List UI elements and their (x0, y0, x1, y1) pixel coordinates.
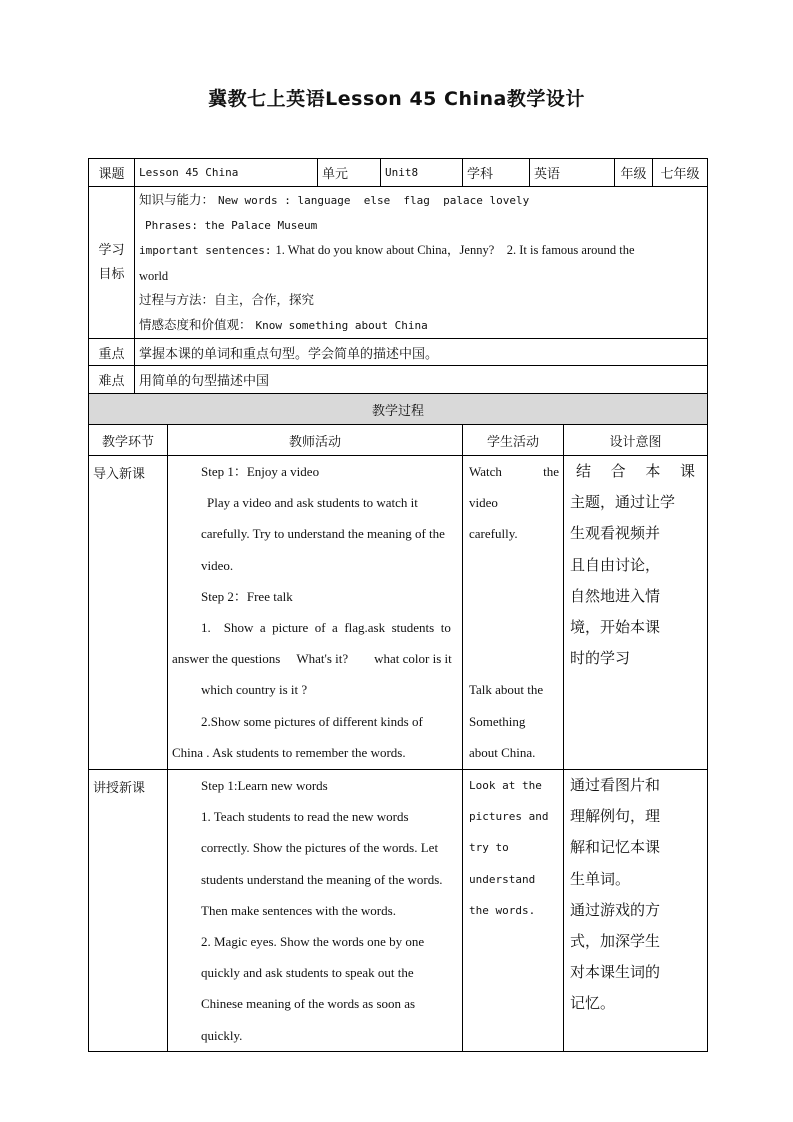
emotion-prefix: 情感态度和价值观： (139, 316, 252, 332)
student-line: pictures and (469, 810, 549, 824)
student-line (469, 456, 559, 487)
student-line: carefully. (469, 526, 518, 542)
emotion-text: Know something about China (255, 318, 428, 332)
intent-line (570, 456, 701, 487)
student-line: the words. (469, 903, 536, 917)
student-line: try to (469, 841, 509, 855)
teacher-activity-new (168, 770, 463, 1052)
stage-name-intro (89, 456, 168, 770)
course-value: Lesson 45 China (135, 159, 318, 187)
intent-line: 解和记忆本课 (570, 838, 661, 857)
teacher-line: 1. Show a picture of a flag.ask students to (201, 620, 451, 636)
teacher-line: answer the questions What's it? what color is it (172, 651, 452, 667)
subject-value: 英语 (530, 159, 615, 187)
intent-line: 自然地进入情 (570, 586, 661, 605)
intent-line: 通过看图片和 (570, 776, 661, 794)
objectives-label (89, 187, 135, 339)
stage-row-intro (89, 456, 708, 770)
key-points-row (89, 339, 708, 366)
intent-line: 对本课生词的 (570, 963, 661, 982)
column-header-row (89, 425, 708, 456)
teacher-line: correctly. Show the pictures of the words. Let (201, 840, 439, 856)
student-activity-new (463, 770, 564, 1052)
intent-char: 本 (645, 462, 661, 480)
teacher-line: 2. Magic eyes. Show the words one by one (201, 934, 425, 950)
col-intent: 设计意图 (564, 425, 708, 456)
course-label: 课题 (89, 159, 135, 187)
key-points-text: 掌握本课的单词和重点句型。学会简单的描述中国。 (135, 339, 708, 366)
teacher-line: Step 2：Free talk (201, 588, 293, 604)
intent-line: 境，开始本课 (570, 618, 661, 637)
teacher-line: quickly. (201, 1027, 243, 1043)
student-word: Watch (469, 464, 502, 479)
knowledge-prefix: 知识与能力： (139, 192, 215, 207)
objectives-row (89, 187, 708, 339)
student-line: Something (469, 713, 526, 729)
intent-line: 生单词。 (570, 869, 631, 888)
teacher-activity-intro (168, 456, 463, 770)
grade-label: 年级 (615, 159, 653, 187)
teacher-line: 2.Show some pictures of different kinds of (201, 713, 423, 729)
grade-value: 七年级 (653, 159, 708, 187)
header-row (89, 159, 708, 187)
student-line: Look at the (469, 779, 542, 792)
stage2-name: 讲授新课 (93, 781, 146, 796)
intent-line: 式，加深学生 (570, 932, 661, 951)
student-line: understand (469, 872, 536, 886)
teacher-line: which country is it ? (201, 682, 308, 698)
intent-line: 生观看视频并 (570, 524, 661, 543)
student-activity-intro (463, 456, 564, 770)
design-intent-intro (564, 456, 708, 770)
process-method: 过程与方法：自主，合作，探究 (139, 292, 315, 307)
col-student: 学生活动 (463, 425, 564, 456)
difficulties-text: 用简单的句型描述中国 (135, 366, 708, 394)
key-points-label: 重点 (89, 339, 135, 366)
difficulties-row (89, 366, 708, 394)
teacher-line: video. (201, 557, 234, 573)
subject-label: 学科 (463, 159, 530, 187)
teacher-line: China . Ask students to remember the words. (172, 744, 406, 760)
unit-label: 单元 (318, 159, 381, 187)
intent-char: 结 (576, 462, 592, 480)
teacher-line: 1. Teach students to read the new words (201, 809, 409, 825)
knowledge-words: New words : language else flag palace lovely (218, 194, 530, 207)
intent-char: 合 (610, 462, 626, 480)
stage1-name: 导入新课 (93, 467, 146, 482)
student-word: the (543, 464, 560, 479)
difficulties-label: 难点 (89, 366, 135, 394)
intent-line: 且自由讨论， (570, 555, 661, 574)
lesson-plan-table (88, 158, 708, 1052)
teacher-line: quickly and ask students to speak out the (201, 965, 414, 981)
sentences-text: 1. What do you know about China，Jenny? 2. It is famous around the (275, 243, 635, 257)
teacher-line: students understand the meaning of the words. (201, 871, 443, 887)
intent-line: 理解例句，理 (570, 807, 661, 826)
teacher-line: Step 1：Enjoy a video (201, 464, 320, 479)
unit-value: Unit8 (381, 159, 463, 187)
intent-line: 时的学习 (570, 649, 631, 668)
student-line: video (469, 495, 498, 511)
teacher-line: Play a video and ask students to watch it (207, 495, 418, 511)
intent-char: 课 (679, 462, 695, 480)
intent-line: 通过游戏的方 (570, 900, 661, 919)
document-title: 冀教七上英语Lesson 45 China教学设计 (208, 88, 585, 110)
teacher-line: carefully. Try to understand the meaning of the (201, 526, 445, 542)
design-intent-new (564, 770, 708, 1052)
phrases: Phrases: the Palace Museum (145, 218, 318, 232)
intent-line: 记忆。 (570, 994, 616, 1013)
col-teacher: 教师活动 (168, 425, 463, 456)
objectives-label-line1: 学习 (98, 242, 125, 258)
objectives-content (135, 187, 708, 339)
stage-row-new (89, 770, 708, 1052)
teacher-line: Chinese meaning of the words as soon as (201, 996, 416, 1012)
section-title: 教学过程 (89, 394, 708, 425)
sentences-wrap: world (139, 268, 169, 283)
sentences-prefix: important sentences: (139, 244, 272, 257)
intent-line: 主题，通过让学 (570, 493, 676, 512)
teacher-line: Step 1:Learn new words (201, 778, 328, 793)
student-line: Talk about the (469, 682, 544, 698)
student-line: about China. (469, 744, 536, 760)
teacher-line: Then make sentences with the words. (201, 902, 396, 918)
objectives-label-line2: 目标 (98, 266, 125, 282)
stage-name-new (89, 770, 168, 1052)
section-title-row (89, 394, 708, 425)
col-stage: 教学环节 (89, 425, 168, 456)
